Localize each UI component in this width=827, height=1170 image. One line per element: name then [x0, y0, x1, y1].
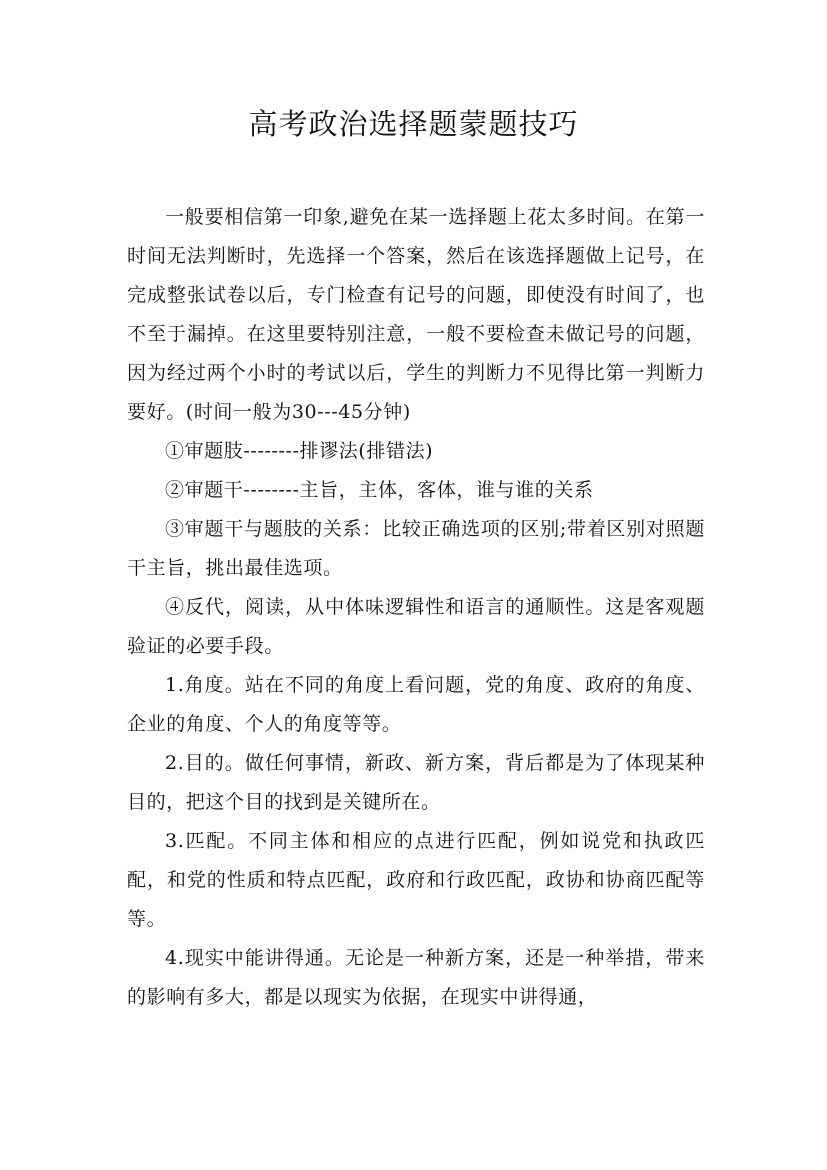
paragraph-tip-match: 3.匹配。不同主体和相应的点进行匹配，例如说党和执政匹配，和党的性质和特点匹配，政府和行政匹配，政协和协商匹配等等。 [127, 830, 705, 930]
paragraph-step-2: ②审题干--------主旨，主体，客体，谁与谁的关系 [165, 479, 594, 501]
paragraph-tip-purpose: 2.目的。做任何事情，新政、新方案，背后都是为了体现某种目的，把这个目的找到是关键所在。 [127, 752, 705, 813]
paragraph-tip-angle: 1.角度。站在不同的角度上看问题，党的角度、政府的角度、企业的角度、个人的角度等等。 [127, 674, 705, 735]
document-body [127, 198, 705, 1017]
paragraph-intro: 一般要相信第一印象,避免在某一选择题上花太多时间。在第一时间无法判断时，先选择一个答案，然后在该选择题做上记号，在完成整张试卷以后，专门检查有记号的问题，即使没有时间了，也不至于漏掉。在这里要特别注意，一般不要检查未做记号的问题，因为经过两个小时的考试以后，学生的判断力不见得比第一判断力要好。(时间一般为30---45分钟) [127, 206, 705, 423]
paragraph-step-3: ③审题干与题肢的关系：比较正确选项的区别;带着区别对照题干主旨，挑出最佳选项。 [127, 518, 705, 579]
paragraph-tip-reality: 4.现实中能讲得通。无论是一种新方案，还是一种举措，带来的影响有多大，都是以现实为依据，在现实中讲得通， [127, 947, 705, 1008]
page-title: 高考政治选择题蒙题技巧 [248, 107, 579, 141]
paragraph-step-4: ④反代，阅读，从中体味逻辑性和语言的通顺性。这是客观题验证的必要手段。 [127, 596, 705, 657]
paragraph-step-1: ①审题肢--------排谬法(排错法) [165, 440, 434, 462]
